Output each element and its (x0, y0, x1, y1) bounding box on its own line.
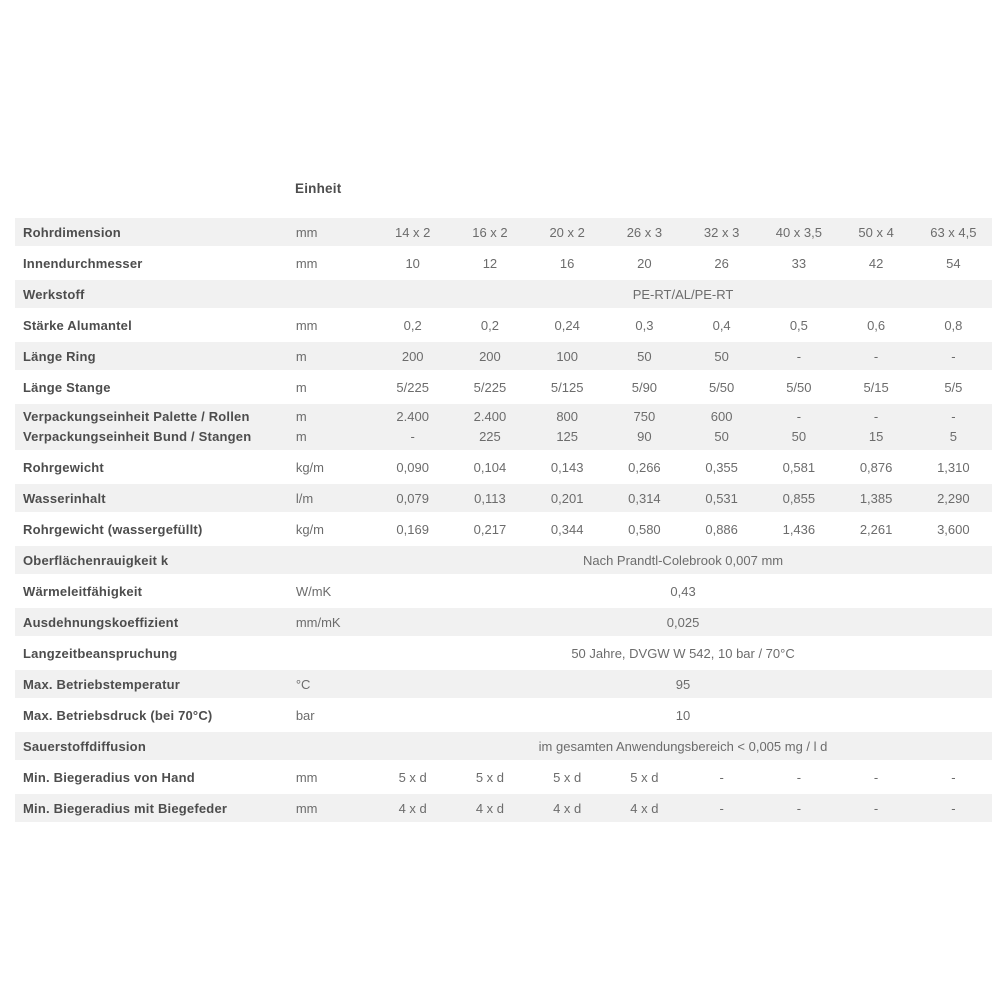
row-label-cell: Oberflächenrauigkeit k (15, 546, 289, 574)
row-value-cell: 0,6 (867, 317, 886, 333)
row-value-cell: 3,600 (937, 521, 970, 537)
row-value-cell: 0,580 (628, 521, 661, 537)
row-value: 800 (556, 409, 579, 424)
row-value-cell: 100 (529, 342, 606, 370)
row-value-cell: 0,217 (473, 521, 507, 537)
row-unit: m (295, 429, 307, 444)
table-row (15, 794, 992, 822)
row-value-cell: 5/90 (631, 379, 658, 395)
row-value-cell: 5/5 (944, 379, 963, 395)
table-row (15, 732, 992, 760)
row-value-cell: 40 x 3,5 (760, 218, 837, 246)
row-value-cell: 0,266 (628, 459, 661, 475)
row-value-cell: 4 x d (451, 794, 528, 822)
row-value-cell: - (837, 794, 914, 822)
row-value-cell: 5/15 (863, 379, 889, 395)
table-row (15, 342, 992, 370)
row-value-cell: 16 x 2 (451, 218, 528, 246)
row-value-cell: 1,310 (937, 459, 970, 475)
row-value-cell: 0,143 (550, 459, 584, 475)
row-value-cell (451, 404, 528, 450)
row-value-cell: 5/225 (396, 379, 429, 395)
row-value-cell: 5 x d (630, 769, 659, 785)
row-value-cell: 1,436 (782, 521, 816, 537)
row-value: - (951, 409, 956, 424)
table-row (15, 639, 992, 667)
row-unit-cell (289, 639, 374, 667)
row-value-cell: 0,24 (554, 317, 580, 333)
row-value: 125 (556, 429, 579, 444)
row-label-cell: Rohrgewicht (wassergefüllt) (23, 521, 203, 537)
row-value-cell: 0,344 (550, 521, 584, 537)
row-span-value-cell: im gesamten Anwendungsbereich < 0,005 mg / l d (374, 732, 992, 760)
row-value-cell: 14 x 2 (374, 218, 451, 246)
row-value-cell: 5/225 (473, 379, 507, 395)
row-value-cell: 4 x d (529, 794, 606, 822)
row-unit-cell: kg/m (295, 459, 324, 475)
table-row (15, 280, 992, 308)
row-unit-cell: mm (295, 317, 318, 333)
row-value-cell: 0,581 (782, 459, 816, 475)
row-value-cell: 0,104 (473, 459, 507, 475)
row-value-cell: 16 (559, 255, 575, 271)
row-value: - (873, 409, 879, 424)
row-value-cell: - (915, 342, 992, 370)
row-value: - (796, 409, 802, 424)
row-value-cell: - (760, 794, 837, 822)
row-value-cell: 50 (606, 342, 683, 370)
row-value-cell: 4 x d (374, 794, 451, 822)
row-value-cell: 50 (683, 342, 760, 370)
row-value-cell: 0,2 (480, 317, 499, 333)
row-label-cell: Max. Betriebstemperatur (15, 670, 289, 698)
table-row (15, 404, 992, 450)
row-value-cell: 200 (374, 342, 451, 370)
row-unit-cell: W/mK (295, 583, 332, 599)
row-value-cell: 20 (637, 255, 652, 271)
row-value-cell: - (760, 342, 837, 370)
row-label-cell: Min. Biegeradius von Hand (23, 769, 195, 785)
row-value-cell (837, 404, 914, 450)
table-row (15, 701, 992, 729)
row-value-cell: - (915, 794, 992, 822)
row-value: 15 (868, 429, 884, 444)
row-value-cell: 0,090 (396, 459, 429, 475)
row-value-cell: 42 (868, 255, 884, 271)
row-value-cell: - (951, 769, 956, 785)
row-value-cell: 0,169 (396, 521, 429, 537)
row-value-cell: 0,355 (705, 459, 738, 475)
row-value-cell: - (719, 769, 724, 785)
row-unit-cell: mm (295, 769, 318, 785)
row-unit-cell (289, 546, 374, 574)
row-unit-cell (289, 280, 374, 308)
row-value-cell: - (796, 769, 802, 785)
row-unit-cell: l/m (289, 484, 374, 512)
table-row (15, 484, 992, 512)
row-unit-cell: bar (295, 707, 315, 723)
row-span-value-cell: 10 (675, 707, 691, 723)
spec-table-body (15, 218, 992, 822)
row-value-cell: 26 x 3 (606, 218, 683, 246)
row-label-cell: Min. Biegeradius mit Biegefeder (15, 794, 289, 822)
table-row (15, 608, 992, 636)
row-value: 2.400 (473, 409, 507, 424)
row-value-cell: 33 (791, 255, 807, 271)
row-value-cell: 5/50 (786, 379, 812, 395)
table-row (15, 546, 992, 574)
table-row (15, 311, 992, 339)
row-unit-cell: mm (289, 794, 374, 822)
row-value-cell: 0,886 (705, 521, 738, 537)
row-value-cell: 63 x 4,5 (915, 218, 992, 246)
row-label-cell: Wärmeleitfähigkeit (23, 583, 143, 599)
row-unit-cell (289, 732, 374, 760)
row-unit-cell: mm (295, 255, 318, 271)
row-value-cell (606, 404, 683, 450)
row-value-cell: - (873, 769, 879, 785)
row-value-cell (683, 404, 760, 450)
row-value-cell: 0,3 (635, 317, 654, 333)
row-value-cell: 20 x 2 (529, 218, 606, 246)
row-value-cell: 0,8 (944, 317, 963, 333)
row-label-cell: Ausdehnungskoeffizient (15, 608, 289, 636)
row-value: 5 (949, 429, 957, 444)
row-span-value-cell: 0,025 (374, 608, 992, 636)
row-label-cell: Sauerstoffdiffusion (15, 732, 289, 760)
row-value-cell (760, 404, 837, 450)
row-value-cell: 26 (714, 255, 729, 271)
table-row (15, 577, 992, 605)
row-label-cell: Rohrgewicht (23, 459, 104, 475)
table-row (15, 373, 992, 401)
row-label-cell: Max. Betriebsdruck (bei 70°C) (23, 707, 213, 723)
row-value-cell: 0,079 (374, 484, 451, 512)
row-value-cell (374, 404, 451, 450)
row-value-cell: 0,201 (529, 484, 606, 512)
row-value-cell: 5 x d (553, 769, 582, 785)
row-label-cell (15, 404, 289, 450)
row-value-cell (915, 404, 992, 450)
row-value-cell: 0,531 (683, 484, 760, 512)
table-row (15, 763, 992, 791)
row-value-cell: - (683, 794, 760, 822)
row-label: Verpackungseinheit Palette / Rollen (23, 409, 250, 424)
row-unit-cell: m (289, 342, 374, 370)
row-value-cell: 2,261 (859, 521, 893, 537)
spec-table (15, 215, 992, 825)
row-value-cell: 54 (946, 255, 961, 271)
row-label-cell: Länge Ring (15, 342, 289, 370)
row-unit-cell: mm (289, 218, 374, 246)
row-value-cell: 1,385 (837, 484, 914, 512)
row-value-cell: 200 (451, 342, 528, 370)
row-label: Verpackungseinheit Bund / Stangen (23, 429, 252, 444)
row-value-cell: 0,876 (859, 459, 893, 475)
row-value-cell: 5/125 (550, 379, 584, 395)
row-value-cell: 50 x 4 (837, 218, 914, 246)
table-row (15, 218, 992, 246)
row-value: 50 (791, 429, 807, 444)
row-value-cell: 0,4 (712, 317, 731, 333)
row-value-cell: 4 x d (606, 794, 683, 822)
row-value-cell (529, 404, 606, 450)
row-span-value-cell: 95 (374, 670, 992, 698)
row-unit-cell: mm/mK (289, 608, 374, 636)
table-row (15, 249, 992, 277)
row-value-cell: 12 (482, 255, 498, 271)
row-value-cell: 5/50 (708, 379, 735, 395)
row-label-cell: Rohrdimension (15, 218, 289, 246)
row-label-cell: Werkstoff (15, 280, 289, 308)
row-value: - (410, 429, 415, 444)
row-value: 2.400 (396, 409, 429, 424)
row-value-cell: 0,5 (789, 317, 808, 333)
row-label-cell: Wasserinhalt (15, 484, 289, 512)
table-row (15, 515, 992, 543)
row-value-cell: 2,290 (915, 484, 992, 512)
row-value-cell: 0,113 (451, 484, 528, 512)
row-value: 90 (637, 429, 652, 444)
row-value-cell: - (837, 342, 914, 370)
row-unit-cell: m (295, 379, 307, 395)
row-unit: m (295, 409, 307, 424)
table-row (15, 670, 992, 698)
row-value: 750 (633, 409, 656, 424)
row-value: 600 (710, 409, 733, 424)
row-value-cell: 0,314 (606, 484, 683, 512)
row-value-cell: 0,2 (403, 317, 422, 333)
row-unit-cell (289, 404, 374, 450)
row-value-cell: 32 x 3 (683, 218, 760, 246)
table-row (15, 453, 992, 481)
row-label-cell: Stärke Alumantel (23, 317, 132, 333)
row-value: 50 (714, 429, 729, 444)
row-value-cell: 5 x d (398, 769, 427, 785)
row-value-cell: 10 (405, 255, 420, 271)
row-label-cell: Langzeitbeanspruchung (23, 645, 178, 661)
row-label-cell: Innendurchmesser (23, 255, 143, 271)
row-value-cell: 0,855 (760, 484, 837, 512)
unit-column-header: Einheit (295, 181, 342, 196)
row-span-value-cell: Nach Prandtl-Colebrook 0,007 mm (374, 546, 992, 574)
row-value: 225 (479, 429, 501, 444)
row-span-value-cell: 0,43 (670, 583, 696, 599)
row-unit-cell: °C (289, 670, 374, 698)
row-label-cell: Länge Stange (23, 379, 111, 395)
row-unit-cell: kg/m (295, 521, 324, 537)
row-span-value-cell: PE-RT/AL/PE-RT (374, 280, 992, 308)
row-span-value-cell: 50 Jahre, DVGW W 542, 10 bar / 70°C (571, 645, 795, 661)
row-value-cell: 5 x d (475, 769, 505, 785)
